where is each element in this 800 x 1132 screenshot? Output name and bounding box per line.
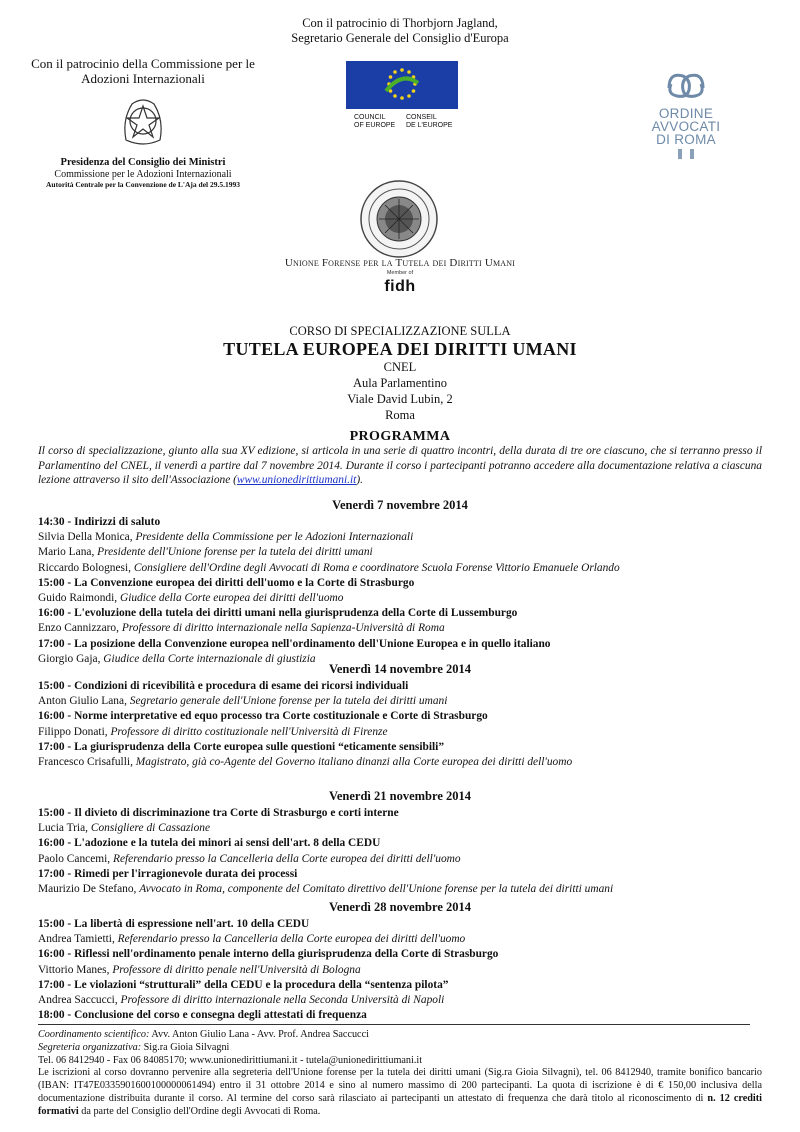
session-title: 17:00 - La giurisprudenza della Corte europea sulle questioni “eticamente sensibili” [38, 740, 445, 753]
speaker-role: Giudice della Corte internazionale di giustizia [103, 652, 316, 665]
speaker-name: Andrea Saccucci [38, 994, 115, 1006]
intro-text: Il corso di specializzazione, giunto alla sua XV edizione, si articola in una serie di quattro incontri, della durata di tre ore ciascuno, che si terranno presso il Parlamentino del CNEL, il venerdì a partire dal 7 novembre 2014. Durante il corso i partecipanti potranno accedere alla documentazione relativa a ciascuna lezione attraverso il sito dell'Associazione ( [38, 445, 762, 486]
speaker-line [38, 822, 778, 834]
speaker-role: Professore di diritto internazionale nella Sapienza-Università di Roma [121, 622, 445, 635]
fidh-member-label: Member of [386, 270, 414, 276]
credits-text: n. 12 crediti formativi [38, 1092, 762, 1117]
coe-patronage-line1: Con il patrocinio di Thorbjorn Jagland, [302, 16, 498, 30]
session-title: 16:00 - L'adozione e la tutela dei minori ai sensi dell'art. 8 della CEDU [38, 837, 381, 850]
secretariat-text: Sig.ra Gioia Silvagni [143, 1041, 230, 1053]
speaker-line [38, 933, 778, 945]
ordine-text-2: AVVOCATI [651, 119, 721, 134]
commission-patronage-text: Con il patrocinio della Commissione per le Adozioni Internazionali [31, 56, 255, 86]
fidh-logo: fidh [384, 278, 416, 295]
speaker-name: Mario Lana [38, 546, 92, 559]
italian-republic-emblem-icon [118, 92, 168, 148]
day-heading: Venerdì 7 novembre 2014 [332, 498, 468, 512]
programma-heading: PROGRAMMA [349, 429, 451, 444]
presidenza-label: Presidenza del Consiglio dei Ministri [60, 157, 226, 168]
venue-line-3: Viale David Lubin, 2 [347, 392, 453, 406]
ordine-text-3: DI ROMA [656, 132, 716, 147]
speaker-name: Paolo Cancemi [38, 852, 108, 865]
autorita-label: Autorità Centrale per la Convenzione de L'Aja del 29.5.1993 [45, 180, 240, 189]
separator: , [130, 756, 136, 768]
speaker-line [38, 622, 778, 634]
speaker-name: Francesco Crisafulli [38, 756, 131, 768]
union-name: Unione Forense per la Tutela dei Diritti Umani [284, 257, 516, 269]
speaker-role: Professore di diritto internazionale nella Seconda Università di Napoli [120, 994, 445, 1006]
registration-text: Le iscrizioni al corso dovranno pervenire alla segreteria dell'Unione forense per la tutela dei diritti umani (Sig.ra Gioia Silvagni), tel. 06 8412940, tramite bonifico bancario (IBAN: IT47E0335901600100000061494) entro il 31 ottobre 2014 e sino al numero massimo di 200 partecipanti. La quota di iscrizione è di € 150,00 inclusiva della documentazione distribuita durante il corso. Al termine del corso sarà rilasciato ai partecipanti un attestato di frequenza che darà titolo al riconoscimento di [38, 1067, 762, 1104]
coe-logo-labels [354, 114, 464, 130]
speaker-line [38, 883, 778, 895]
coordination-label: Coordinamento scientifico: [38, 1029, 150, 1040]
separator: , [133, 883, 140, 895]
speaker-line [38, 546, 778, 558]
session-title: 15:00 - Condizioni di ricevibilità e procedura di esame dei ricorsi individuali [38, 680, 409, 692]
contacts-line: Tel. 06 8412940 - Fax 06 84085170; www.unionedirittiumani.it - tutela@unionedirittiumani.it [38, 1054, 423, 1066]
registration-info [38, 1067, 762, 1118]
session-title: 17:00 - Rimedi per l'irragionevole durata dei processi [38, 867, 298, 880]
speaker-line [38, 592, 778, 604]
council-of-europe-flag-icon [346, 61, 458, 109]
coe-fr-1: CONSEIL [406, 114, 437, 121]
speaker-name: Giorgio Gaja [38, 652, 98, 665]
speaker-role: Professore di diritto costituzionale nell'Università di Firenze [110, 725, 388, 738]
separator: , [116, 622, 122, 635]
ordine-knot-icon [661, 68, 711, 102]
separator: , [114, 592, 120, 604]
speaker-role: Referendario presso la Cancelleria della Corte europea dei diritti dell'uomo [117, 933, 466, 946]
coe-patronage [270, 16, 530, 46]
day-heading: Venerdì 21 novembre 2014 [328, 789, 471, 803]
speaker-line [38, 562, 778, 574]
speaker-role: Consigliere dell'Ordine degli Avvocati di Roma e coordinatore Scuola Forense Vittorio Emanuele Orlando [133, 561, 620, 574]
footer-divider [38, 1024, 750, 1025]
separator: , [128, 561, 134, 574]
coe-fr [406, 114, 458, 130]
speaker-line [38, 964, 778, 976]
coordination-line [38, 1029, 762, 1042]
coe-patronage-line2: Segretario Generale del Consiglio d'Europa [291, 31, 509, 45]
separator: , [91, 546, 98, 559]
session-title: 16:00 - Riflessi nell'ordinamento penale interno della giurisprudenza della Corte di Strasburgo [38, 948, 499, 961]
speaker-role: Giudice della Corte europea dei diritti dell'uomo [119, 592, 344, 604]
secretariat-line [38, 1042, 762, 1055]
session-title: 15:00 - La Convenzione europea dei diritti dell'uomo e la Corte di Strasburgo [38, 576, 415, 589]
speaker-name: Maurizio De Stefano [38, 883, 134, 895]
speaker-role: Consigliere di Cassazione [90, 822, 211, 835]
speaker-role: Segretario generale dell'Unione forense per la tutela dei diritti umani [129, 695, 448, 708]
speaker-role: Magistrato, già co-Agente del Governo italiano dinanzi alla Corte europea dei diritti dell'uomo [135, 756, 573, 768]
speaker-name: Vittorio Manes [38, 963, 107, 976]
speaker-role: Professore di diritto penale nell'Università di Bologna [112, 963, 361, 976]
day-heading: Venerdì 14 novembre 2014 [328, 662, 471, 676]
speaker-name: Anton Giulio Lana [38, 695, 125, 708]
speaker-line [38, 756, 778, 768]
secretariat-label: Segreteria organizzativa: [38, 1041, 142, 1053]
venue-line-4: Roma [385, 408, 415, 422]
separator: , [97, 652, 104, 665]
speaker-line [38, 726, 778, 738]
separator: , [114, 994, 121, 1006]
association-website-link[interactable]: www.unionedirittiumani.it [236, 474, 357, 486]
course-title: TUTELA EUROPEA DEI DIRITTI UMANI [223, 339, 577, 359]
separator: , [85, 822, 91, 835]
speaker-name: Filippo Donati [38, 725, 105, 738]
speaker-name: Enzo Cannizzaro [38, 622, 117, 635]
ordine-avvocati-logo [636, 68, 736, 164]
speaker-line [38, 531, 778, 543]
coe-en-2: OF EUROPE [354, 122, 396, 129]
speaker-line [38, 994, 778, 1006]
speaker-name: Guido Raimondi [38, 592, 115, 604]
session-title: 17:00 - La posizione della Convenzione europea nell'ordinamento dell'Unione Europea e in quello italiano [38, 637, 551, 650]
session-title: 15:00 - La libertà di espressione nell'art. 10 della CEDU [38, 918, 310, 930]
speaker-line [38, 853, 778, 865]
separator: , [107, 852, 113, 865]
venue-line-2: Aula Parlamentino [352, 376, 448, 390]
coordination-text: Avv. Anton Giulio Lana - Avv. Prof. Andrea Saccucci [151, 1029, 369, 1040]
venue-line-1: CNEL [383, 360, 417, 374]
speaker-line [38, 695, 778, 707]
course-subtitle: CORSO DI SPECIALIZZAZIONE SULLA [289, 324, 511, 338]
coe-en [354, 114, 406, 130]
speaker-role: Referendario presso la Cancelleria della Corte europea dei diritti dell'uomo [112, 852, 461, 865]
ordine-columns-icon [671, 149, 701, 159]
commission-patronage [28, 56, 258, 189]
session-title: 18:00 - Conclusione del corso e consegna degli attestati di frequenza [38, 1009, 367, 1022]
coe-en-1: COUNCIL [354, 114, 386, 121]
commissione-label: Commissione per le Adozioni Internazionali [54, 169, 232, 180]
separator: , [129, 531, 136, 544]
union-seal-icon [359, 179, 439, 259]
session-title: 15:00 - Il divieto di discriminazione tra Corte di Strasburgo e corti interne [38, 807, 399, 819]
separator: , [111, 933, 118, 946]
registration-end: da parte del Consiglio dell'Ordine degli Avvocati di Roma. [78, 1105, 321, 1117]
separator: , [106, 963, 113, 976]
ordine-text-1: ORDINE [658, 106, 714, 121]
speaker-role: Presidente della Commissione per le Adozioni Internazionali [135, 531, 414, 544]
speaker-name: Riccardo Bolognesi [38, 561, 129, 574]
footer-info [38, 1029, 762, 1119]
session-title: 14:30 - Indirizzi di saluto [38, 516, 161, 528]
speaker-name: Lucia Tria [38, 822, 86, 835]
speaker-name: Andrea Tamietti [38, 933, 112, 946]
day-heading: Venerdì 28 novembre 2014 [328, 900, 471, 914]
speaker-name: Silvia Della Monica [38, 531, 130, 544]
coe-fr-2: DE L'EUROPE [406, 122, 453, 129]
session-title: 16:00 - L'evoluzione della tutela dei diritti umani nella giurisprudenza della Corte di Lussemburgo [38, 607, 518, 620]
session-title: 17:00 - Le violazioni “strutturali” della CEDU e la procedura della “sentenza pilota” [38, 978, 449, 991]
programma-intro [38, 444, 762, 488]
separator: , [124, 695, 130, 708]
session-title: 16:00 - Norme interpretative ed equo processo tra Corte costituzionale e Corte di Strasburgo [38, 710, 488, 723]
speaker-role: Presidente dell'Unione forense per la tutela dei diritti umani [97, 546, 373, 559]
intro-end: ). [356, 474, 363, 486]
speaker-role: Avvocato in Roma, componente del Comitato direttivo dell'Unione forense per la tutela dei diritti umani [139, 883, 614, 895]
separator: , [104, 725, 111, 738]
